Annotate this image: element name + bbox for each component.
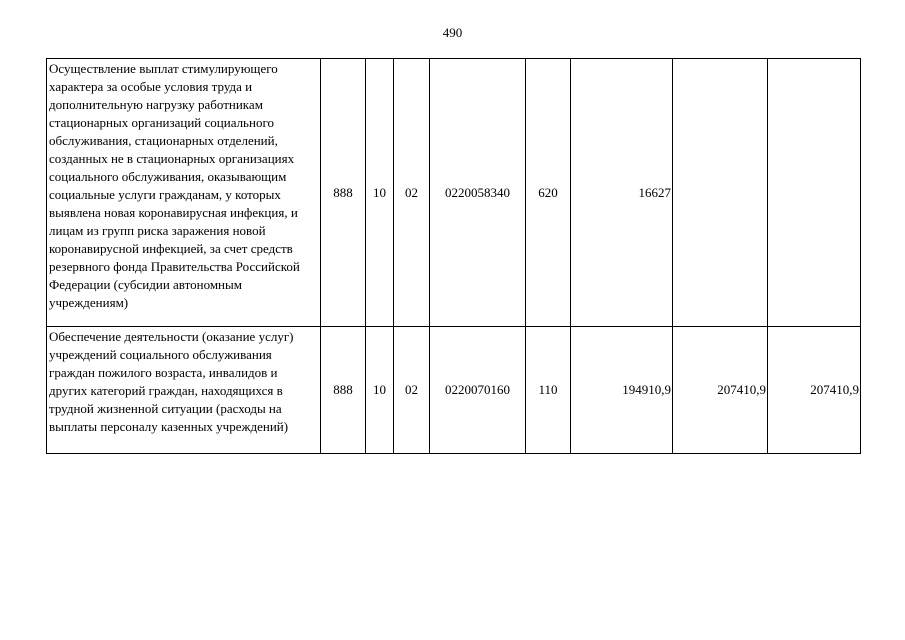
amount-year-2: 207410,9: [673, 327, 768, 454]
amount-year-3: [768, 59, 861, 327]
amount-year-1: 16627: [571, 59, 673, 327]
page-number: 490: [442, 25, 463, 40]
target-article-code: 0220070160: [430, 327, 526, 454]
amount-year-1: 194910,9: [571, 327, 673, 454]
expense-type-code: 110: [526, 327, 571, 454]
subsection-code: 02: [394, 327, 430, 454]
amount-year-2: [673, 59, 768, 327]
table-row: [47, 59, 861, 327]
expense-description: Обеспечение деятельности (оказание услуг) учреждений социального обслуживания граждан пожилого возраста, инвалидов и других категорий граждан, находящихся в трудной жизненной ситуации (расходы на выплаты персоналу казенных учреждений): [47, 327, 321, 454]
ministry-code: 888: [321, 59, 366, 327]
section-code: 10: [366, 327, 394, 454]
subsection-code: 02: [394, 59, 430, 327]
section-code: 10: [366, 59, 394, 327]
budget-table: [46, 58, 861, 454]
expense-type-code: 620: [526, 59, 571, 327]
table-row: [47, 327, 861, 454]
target-article-code: 0220058340: [430, 59, 526, 327]
amount-year-3: 207410,9: [768, 327, 861, 454]
ministry-code: 888: [321, 327, 366, 454]
expense-description: Осуществление выплат стимулирующего характера за особые условия труда и дополнительную нагрузку работникам стационарных организаций социального обслуживания, стационарных отделений, созданных не в стационарных организациях социального обслуживания, оказывающим социальные услуги гражданам, у которых выявлена новая коронавирусная инфекция, и лицам из групп риска заражения новой коронавирусной инфекцией, за счет средств резервного фонда Правительства Российской Федерации (субсидии автономным учреждениям): [47, 59, 321, 327]
